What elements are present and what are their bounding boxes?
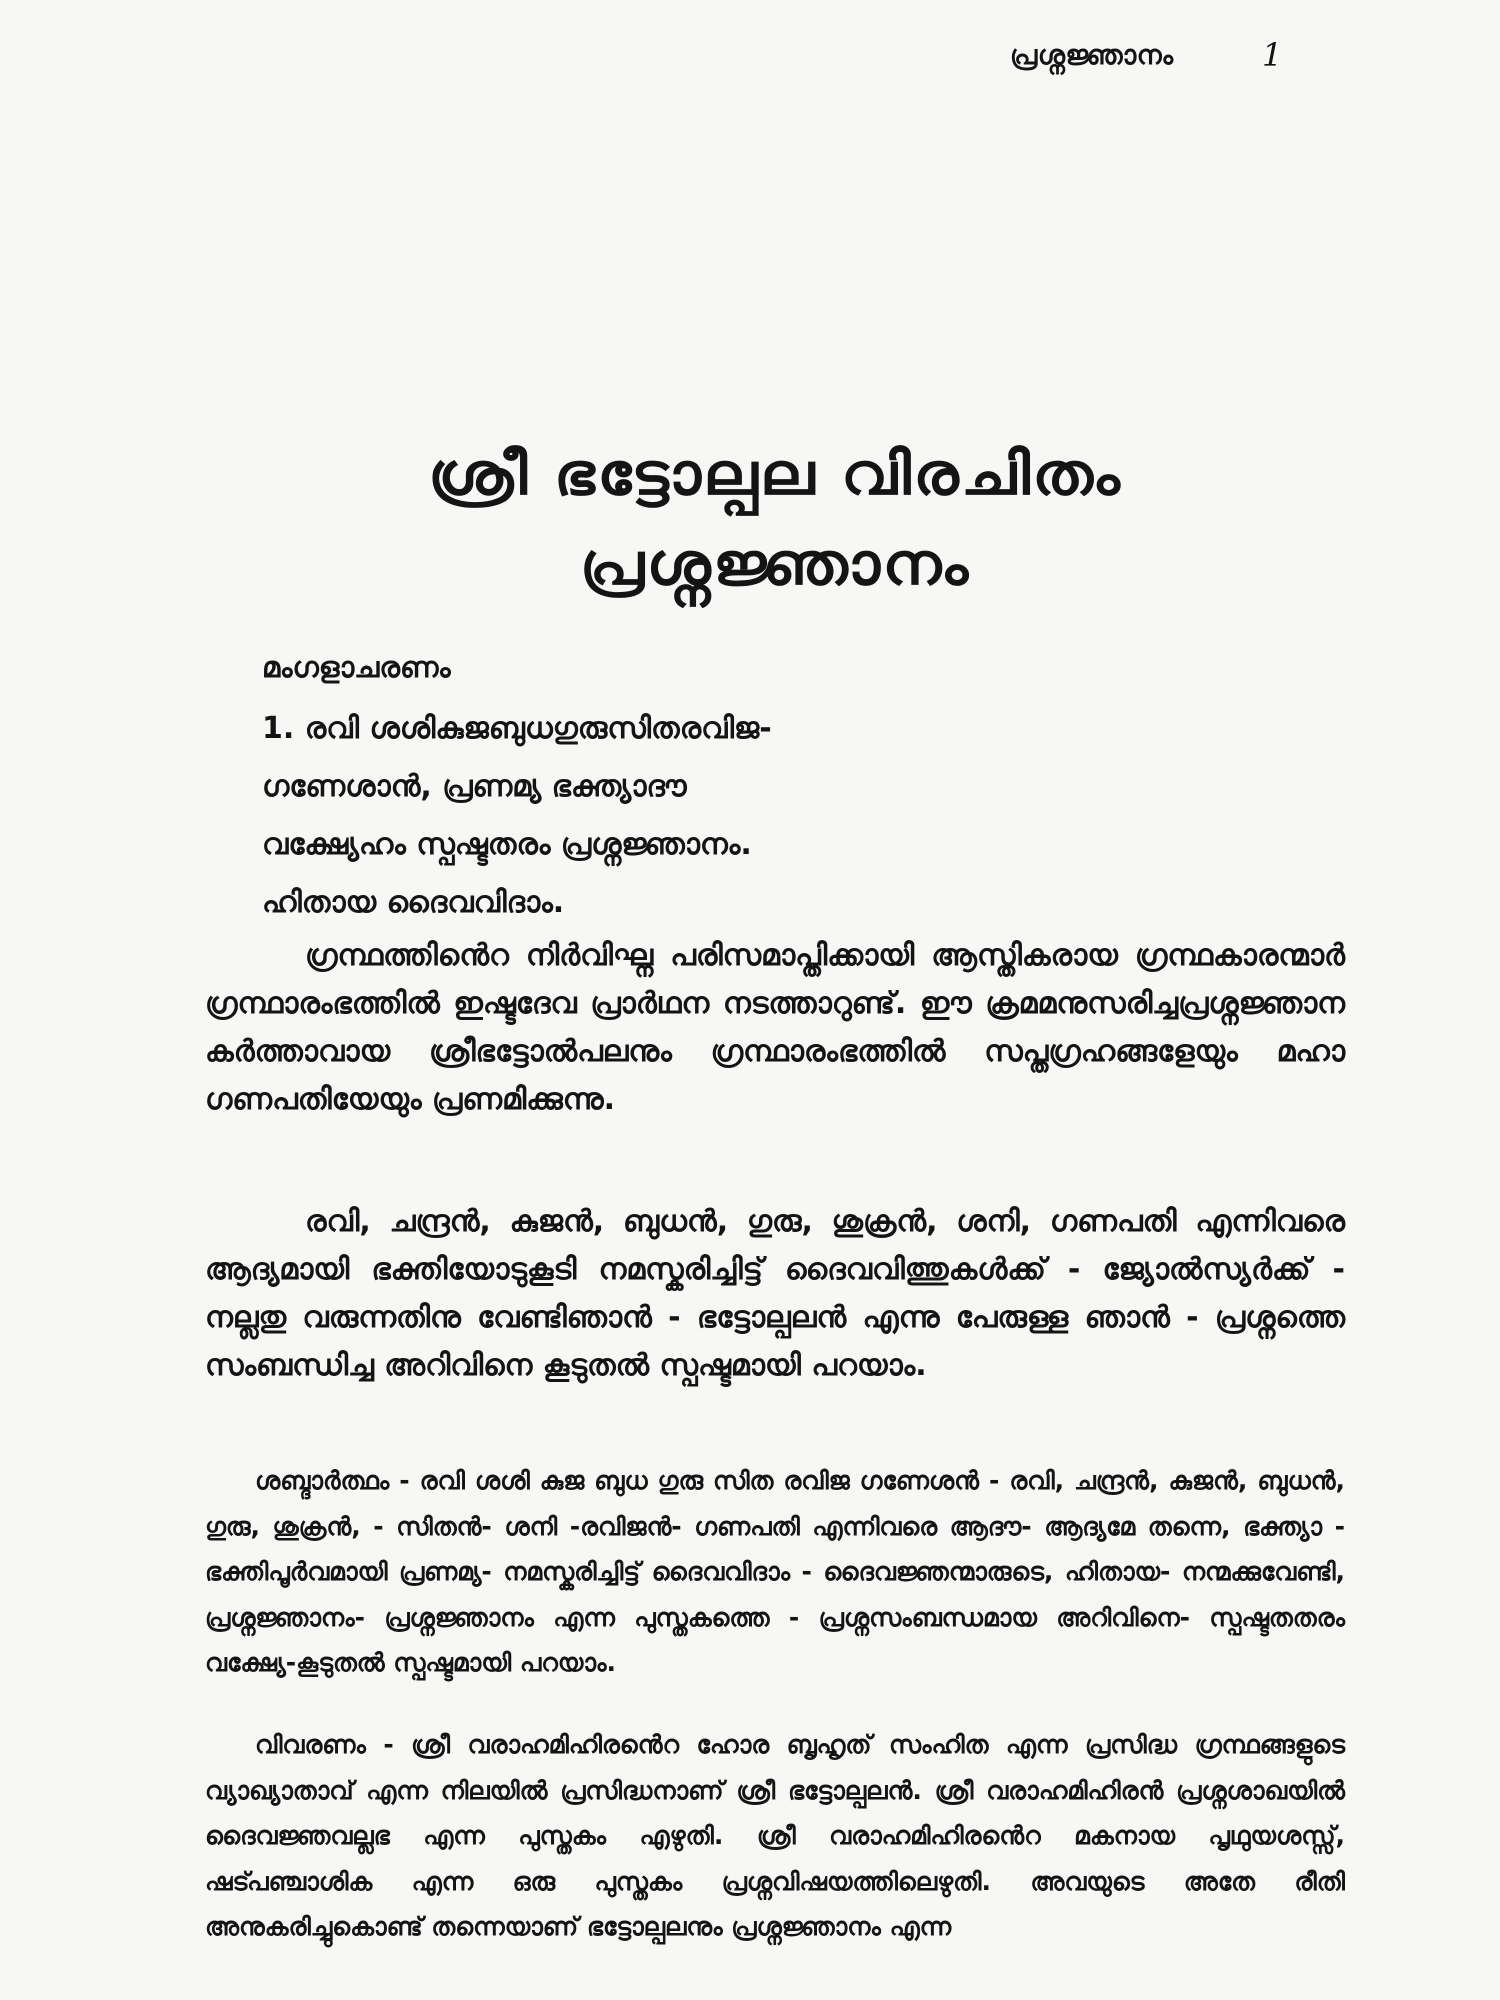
verse-line: ഹിതായ ദൈവവിദാം. xyxy=(262,885,565,920)
section-heading: മംഗളാചരണം xyxy=(262,650,451,684)
page-number: 1 xyxy=(1262,36,1283,74)
verse-line: ഗണേശാൻ, പ്രണമ്യ ഭക്ത്യാദൗ xyxy=(262,769,687,804)
running-title: പ്രശ്നജ്ഞാനം xyxy=(1010,40,1174,71)
verse-line: 1. രവി ശശികുജബുധഗുരുസിതരവിജ- xyxy=(262,711,772,746)
explanation-paragraph: വിവരണം - ശ്രീ വരാഹമിഹിരൻെറ ഹോര ബൃഹൃത് സംഹിത എന്ന പ്രസിദ്ധ ഗ്രന്ഥങ്ങളുടെ വ്യാഖ്യാതാവ് എന്ന നിലയിൽ പ്രസിദ്ധനാണ് ശ്രീ ഭട്ടോല്പലൻ. ശ്രീ വരാഹമിഹിരൻ പ്രശ്നശാഖയിൽ ദൈവജ്ഞവല്ലഭ എന്ന പുസ്തകം എഴുതി. ശ്രീ വരാഹമിഹിരൻെറ മകനായ പൃഥുയശസ്സ്, ഷട്പഞ്ചാശിക എന്ന ഒരു പുസ്തകം പ്രശ്നവിഷയത്തിലെഴുതി. അവയുടെ അതേ രീതി അനുകരിച്ചുകൊണ്ട് തന്നെയാണ് ഭട്ടോല്പലനും പ്രശ്നജ്ഞാനം എന്ന xyxy=(205,1730,1345,1941)
book-title-line-1: ശ്രീ ഭട്ടോല്പല വിരചിതം xyxy=(428,440,1122,508)
book-title-line-2: പ്രശ്നജ്ഞാനം xyxy=(579,530,971,598)
word-meaning-paragraph: ശബ്ദാർത്ഥം - രവി ശശി കുജ ബുധ ഗുരു സിത രവിജ ഗണേശൻ - രവി, ചന്ദ്രൻ, കുജൻ, ബുധൻ, ഗുരു, ശുക്രൻ, - സിതൻ- ശനി -രവിജൻ- ഗണപതി എന്നിവരെ ആദൗ- ആദ്യമേ തന്നെ, ഭക്ത്യാ - ഭക്തിപൂർവമായി പ്രണമ്യ- നമസ്കരിച്ചിട്ട് ദൈവവിദാം - ദൈവജ്ഞന്മാരുടെ, ഹിതായ- നന്മക്കുവേണ്ടി, പ്രശ്നജ്ഞാനം- പ്രശ്നജ്ഞാനം എന്ന പുസ്തകത്തെ - പ്രശ്നസംബന്ധമായ അറിവിനെ- സ്പഷ്ടതതരം വക്ഷ്യേ-കൂടുതൽ സ്പഷ്ടമായി പറയാം. xyxy=(205,1466,1345,1677)
meaning-paragraph: രവി, ചന്ദ്രൻ, കുജൻ, ബുധൻ, ഗുരു, ശുക്രൻ, ശനി, ഗണപതി എന്നിവരെ ആദ്യമായി ഭക്തിയോടുകൂടി നമസ്കരിച്ചിട്ട് ദൈവവിത്തുകൾക്ക് - ജ്യോൽസ്യർക്ക് - നല്ലതു വരുന്നതിനു വേണ്ടിഞാൻ - ഭട്ടോല്പലൻ എന്നു പേരുള്ള ഞാൻ - പ്രശ്നത്തെ സംബന്ധിച്ച അറിവിനെ കൂടുതൽ സ്പഷ്ടമായി പറയാം. xyxy=(205,1204,1345,1383)
verse-block xyxy=(262,700,1342,932)
verse-line: വക്ഷ്യേഹം സ്പഷ്ടതരം പ്രശ്നജ്ഞാനം. xyxy=(262,827,752,862)
intro-paragraph: ഗ്രന്ഥത്തിൻെറ നിർവിഘ്ന പരിസമാപ്തിക്കായി ആസ്തികരായ ഗ്രന്ഥകാരന്മാർ ഗ്രന്ഥാരംഭത്തിൽ ഇഷ്ടദേവ പ്രാർഥന നടത്താറുണ്ട്. ഈ ക്രമമനുസരിച്ചപ്രശ്നജ്ഞാന കർത്താവായ ശ്രീഭട്ടോൽപലനും ഗ്രന്ഥാരംഭത്തിൽ സപ്തഗ്രഹങ്ങളേയും മഹാ ഗണപതിയേയും പ്രണമിക്കുന്നു. xyxy=(205,938,1345,1117)
